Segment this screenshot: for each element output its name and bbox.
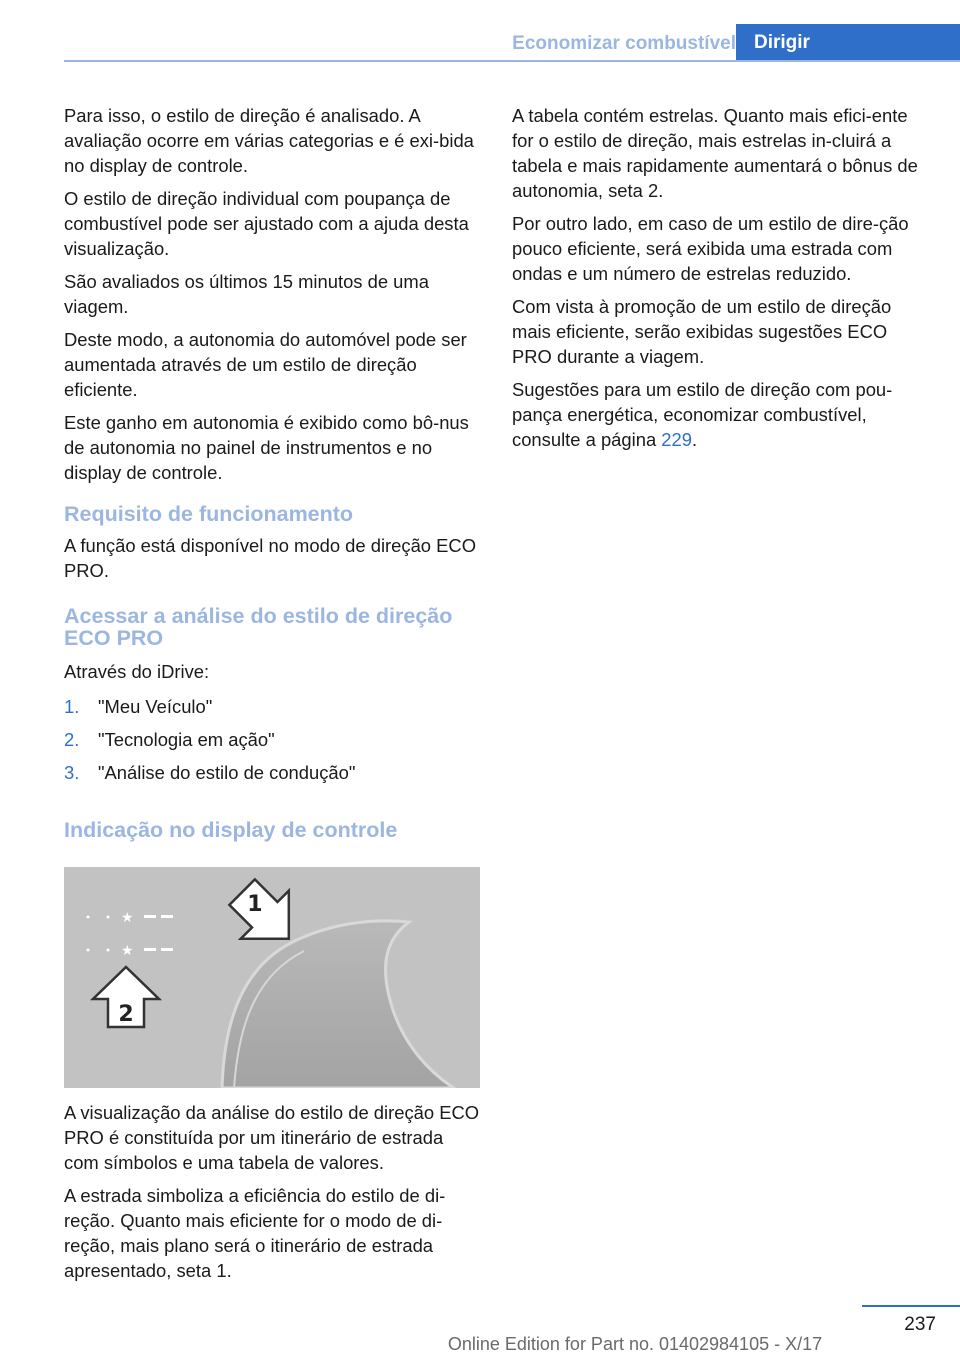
figure-caption	[64, 1100, 480, 1291]
paragraph: Deste modo, a autonomia do automóvel pode ser aumentada através de um estilo de direção eficiente.	[64, 329, 467, 400]
paragraph: O estilo de direção individual com poupança de combustível pode ser ajustado com a ajuda desta visualização.	[64, 188, 469, 259]
eco-pro-display-illustration	[64, 867, 480, 1088]
list-item	[64, 760, 478, 793]
paragraph: Com vista à promoção de um estilo de direção mais eficiente, serão exibidas sugestões ECO PRO durante a viagem.	[512, 296, 892, 367]
step-number: 1.	[64, 696, 80, 717]
list-item	[64, 727, 478, 760]
left-column	[64, 103, 478, 841]
header-rule	[64, 60, 960, 62]
list-item	[64, 694, 478, 727]
step-text: "Tecnologia em ação"	[98, 729, 275, 750]
svg-text:1: 1	[247, 891, 263, 917]
paragraph: A tabela contém estrelas. Quanto mais efici‐ente for o estilo de direção, mais estrelas in‐cluirá a tabela e mais rapidamente aumentará o bônus de autonomia, seta 2.	[512, 105, 918, 201]
paragraph: A estrada simboliza a eficiência do estilo de di‐reção. Quanto mais eficiente for o modo de di‐reção, mais plano será o itinerário de estrada apresentado, seta 1.	[64, 1185, 446, 1281]
header-chapter-tab[interactable]: Dirigir	[736, 24, 960, 62]
footer-rule	[862, 1305, 960, 1307]
heading-requirement: Requisito de funcionamento	[64, 502, 354, 526]
paragraph: A função está disponível no modo de direção ECO PRO.	[64, 535, 477, 581]
star-icon: ★	[121, 943, 134, 959]
right-column	[512, 103, 932, 460]
star-icon: ★	[121, 910, 134, 926]
svg-text:2: 2	[118, 1002, 134, 1027]
step-text: "Meu Veículo"	[98, 696, 213, 717]
page-number: 237	[904, 1314, 936, 1335]
step-number: 2.	[64, 729, 80, 750]
paragraph: A visualização da análise do estilo de direção ECO PRO é constituída por um itinerário de estrada com símbolos e uma tabela de valores.	[64, 1102, 480, 1173]
paragraph: Por outro lado, em caso de um estilo de dire‐ção pouco eficiente, será exibida uma estrada com ondas e um número de estrelas reduzido.	[512, 213, 909, 284]
step-text: "Análise do estilo de condução"	[98, 762, 356, 783]
page-reference-link[interactable]: 229	[661, 429, 692, 450]
header-section-title: Economizar combustível	[512, 33, 736, 54]
paragraph: Este ganho em autonomia é exibido como bô‐nus de autonomia no painel de instrumentos e no display de controle.	[64, 412, 469, 483]
heading-indication: Indicação no display de controle	[64, 818, 398, 842]
steps-list	[64, 694, 478, 793]
eco-pro-display-figure	[64, 867, 480, 1088]
paragraph: Através do iDrive:	[64, 661, 210, 682]
step-number: 3.	[64, 762, 80, 783]
edition-note: Online Edition for Part no. 01402984105 - X/17	[447, 1334, 823, 1354]
paragraph-end: .	[691, 429, 698, 450]
heading-access-analysis: Acessar a análise do estilo de direção ECO PRO	[64, 604, 453, 650]
paragraph: Para isso, o estilo de direção é analisado. A avaliação ocorre em várias categorias e é exi‐bida no display de controle.	[64, 105, 474, 176]
paragraph: São avaliados os últimos 15 minutos de uma viagem.	[64, 271, 429, 317]
paragraph-with-link	[512, 377, 932, 452]
paragraph-text: Sugestões para um estilo de direção com pou‐pança energética, economizar combustível, consulte a página	[512, 379, 893, 450]
